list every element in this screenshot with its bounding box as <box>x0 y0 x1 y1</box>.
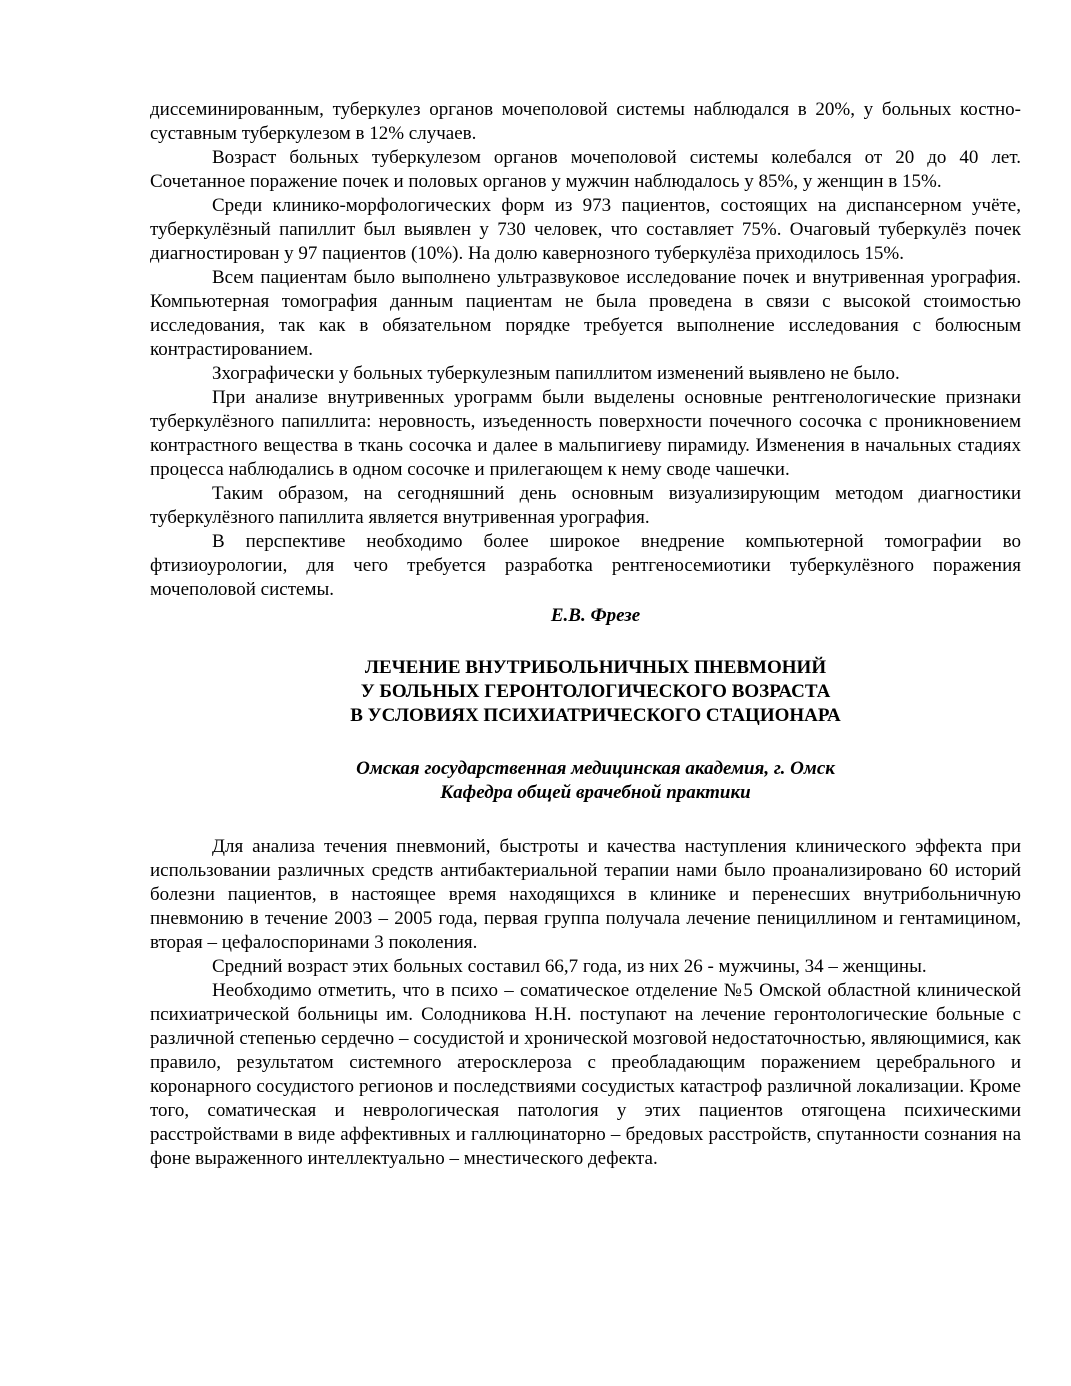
paragraph-mean-age: Средний возраст этих больных составил 66,7 года, из них 26 - мужчины, 34 – женщины. <box>212 956 927 977</box>
paragraph-examination-methods: Всем пациентам было выполнено ультразвуковое исследование почек и внутривенная урография. Компьютерная томография данным пациентам не была проведена в связи с высокой стоимостью исследования, так как в обязательном порядке требуется выполнение исследования с болюсным контрастированием. <box>150 267 1021 360</box>
document-page <box>150 98 1021 1171</box>
paragraph-echography: Зхографически у больных туберкулезным папиллитом изменений выявлено не было. <box>212 363 900 384</box>
paragraph-continuation: диссеминированным, туберкулез органов мочеполовой системы наблюдался в 20%, у больных костно-суставным туберкулезом в 12% случаев. <box>150 99 1021 144</box>
paragraph-urogram-analysis: При анализе внутривенных урограмм были выделены основные рентгенологические признаки туберкулёзного папиллита: неровность, изъеденность поверхности почечного сосочка с проникновением контрастного вещества в ткань сосочка и далее в мальпигиеву пирамиду. Изменения в начальных стадиях процесса наблюдались в одном сосочке и прилегающем к нему своде чашечки. <box>150 387 1021 480</box>
title-line: ЛЕЧЕНИЕ ВНУТРИБОЛЬНИЧНЫХ ПНЕВМОНИЙ <box>364 657 827 678</box>
paragraph-study-design: Для анализа течения пневмоний, быстроты и качества наступления клинического эффекта при использовании различных средств антибактериальной терапии нами было проанализировано 60 историй болезни пациентов, в настоящее время находящихся в клинике и перенесших внутрибольничную пневмонию в течение 2003 – 2005 года, первая группа получала лечение пенициллином и гентамицином, вторая – цефалоспоринами 3 поколения. <box>150 836 1021 953</box>
paragraph-patient-profile: Необходимо отметить, что в психо – соматическое отделение №5 Омской областной клинической психиатрической больницы им. Солодникова Н.Н. поступают на лечение геронтологические больные с различной степенью сердечно – сосудистой и хронической мозговой недостаточностью, являющимися, как правило, результатом системного атеросклероза с преобладающим поражением церебрального и коронарного сосудистого регионов и последствиями сосудистых катастроф различной локализации. Кроме того, соматическая и неврологическая патология у этих пациентов отягощена психическими расстройствами в виде аффективных и галлюцинаторно – бредовых расстройств, спутанности сознания на фоне выраженного интеллектуально – мнестического дефекта. <box>150 980 1021 1169</box>
affiliation <box>150 757 1021 805</box>
paragraph-conclusion: Таким образом, на сегодняшний день основным визуализирующим методом диагностики туберкулёзного папиллита является внутривенная урография. <box>150 483 1021 528</box>
affiliation-line: Омская государственная медицинская академия, г. Омск <box>356 758 835 779</box>
paragraph-perspective: В перспективе необходимо более широкое внедрение компьютерной томографии во фтизиоурологии, для чего требуется разработка рентгеносемиотики туберкулёзного поражения мочеполовой системы. <box>150 531 1021 600</box>
title-line: В УСЛОВИЯХ ПСИХИАТРИЧЕСКОГО СТАЦИОНАРА <box>350 705 841 726</box>
section-spacer <box>150 805 1021 835</box>
paragraph-clinical-forms: Среди клинико-морфологических форм из 973 пациентов, состоящих на диспансерном учёте, туберкулёзный папиллит был выявлен у 730 человек, что составляет 75%. Очаговый туберкулёз почек диагностирован у 97 пациентов (10%). На долю кавернозного туберкулёза приходилось 15%. <box>150 195 1021 264</box>
affiliation-line: Кафедра общей врачебной практики <box>440 782 751 803</box>
article-title <box>150 656 1021 728</box>
paragraph-age-range: Возраст больных туберкулезом органов мочеполовой системы колебался от 20 до 40 лет. Сочетанное поражение почек и половых органов у мужчин наблюдалось у 85%, у женщин в 15%. <box>150 147 1021 192</box>
title-line: У БОЛЬНЫХ ГЕРОНТОЛОГИЧЕСКОГО ВОЗРАСТА <box>360 681 831 702</box>
author-name: Е.В. Фрезе <box>550 605 641 626</box>
